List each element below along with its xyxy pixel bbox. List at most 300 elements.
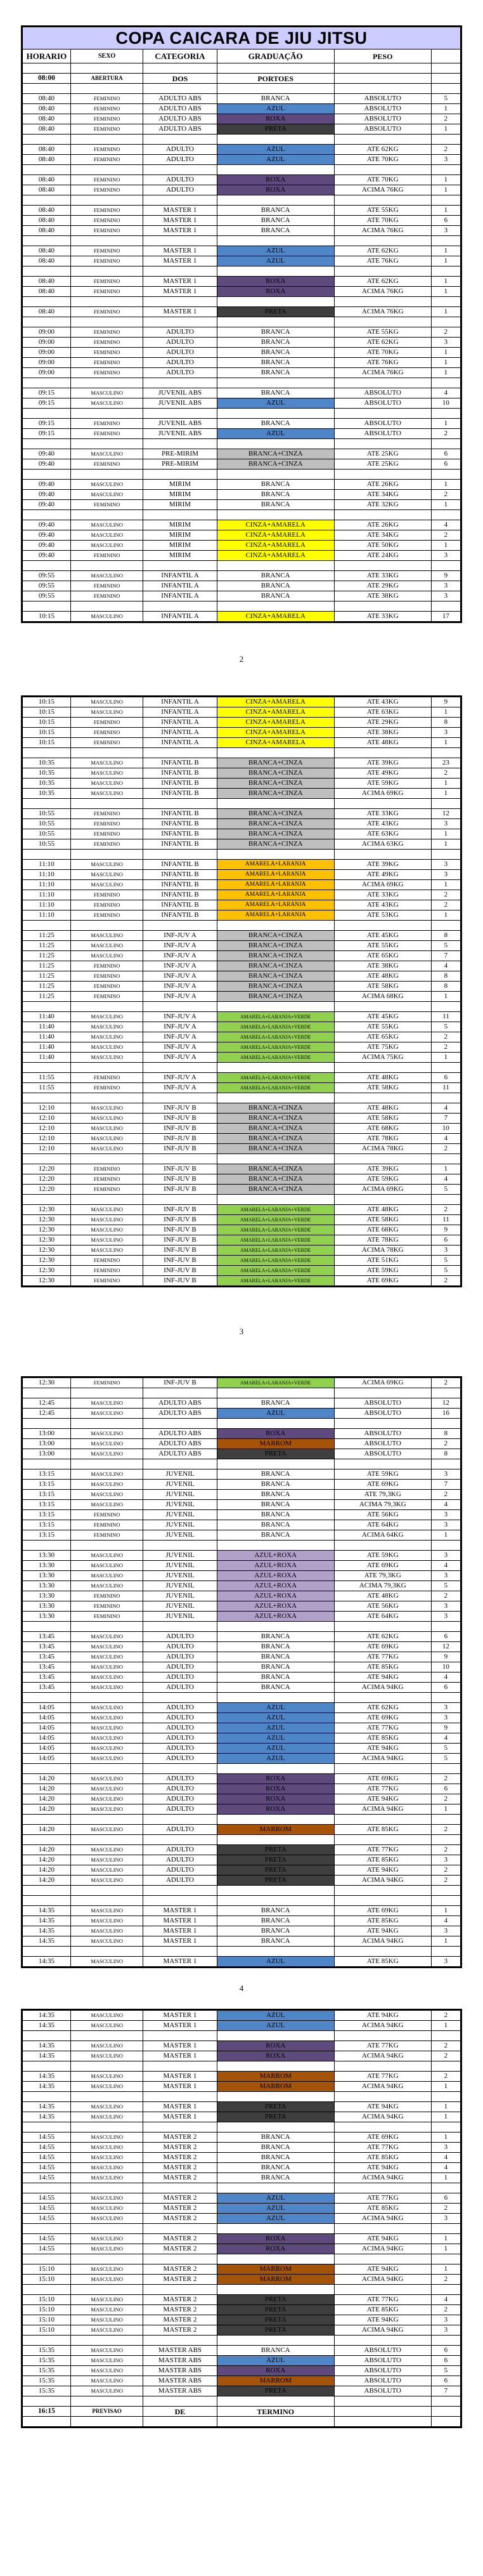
- cell-peso: ABSOLUTO: [334, 2386, 431, 2396]
- schedule-row: [22, 2204, 461, 2214]
- cell-peso: ATE 48KG: [334, 1073, 431, 1083]
- cell-n: 2: [431, 1591, 461, 1601]
- cell-n: [431, 1693, 461, 1703]
- cell-horario: 11:25: [22, 961, 71, 971]
- cell-peso: ATE 56KG: [334, 1510, 431, 1520]
- cell-sexo: MASCULINO: [70, 2275, 143, 2285]
- cell-sexo: FEMININO: [70, 1520, 143, 1530]
- schedule-row: [22, 1916, 461, 1926]
- cell-sexo: MASCULINO: [70, 1032, 143, 1042]
- cell-horario: 14:05: [22, 1723, 71, 1733]
- schedule-row: [22, 1144, 461, 1154]
- cell-n: [431, 84, 461, 94]
- empty-row: [22, 748, 461, 758]
- cell-categoria: INF-JUV B: [143, 1225, 217, 1235]
- cell-sexo: [70, 2183, 143, 2193]
- page-break: [0, 1287, 483, 1376]
- cell-sexo: PREVISAO: [70, 2407, 143, 2417]
- cell-peso: [334, 1541, 431, 1551]
- cell-graduacao: [217, 236, 334, 246]
- cell-sexo: FEMININO: [70, 1612, 143, 1622]
- cell-graduacao: PRETA: [217, 1876, 334, 1886]
- cell-peso: ATE 94KG: [334, 2010, 431, 2021]
- empty-row: [22, 1693, 461, 1703]
- cell-graduacao: [217, 1886, 334, 1896]
- cell-categoria: [143, 1063, 217, 1073]
- cell-graduacao: AZUL: [217, 1754, 334, 1764]
- cell-peso: ATE 59KG: [334, 779, 431, 789]
- cell-categoria: ADULTO ABS: [143, 104, 217, 114]
- cell-graduacao: BRANCA: [217, 216, 334, 226]
- cell-graduacao: BRANCA: [217, 1510, 334, 1520]
- cell-horario: 14:35: [22, 2021, 71, 2031]
- cell-sexo: MASCULINO: [70, 1876, 143, 1886]
- cell-graduacao: CINZA+AMARELA: [217, 612, 334, 622]
- cell-horario: 09:15: [22, 419, 71, 429]
- schedule-row: [22, 327, 461, 338]
- cell-graduacao: BRANCA+CINZA: [217, 1185, 334, 1195]
- cell-sexo: MASCULINO: [70, 1744, 143, 1754]
- cell-graduacao: [217, 1541, 334, 1551]
- cell-categoria: MIRIM: [143, 480, 217, 490]
- cell-horario: 15:35: [22, 2356, 71, 2366]
- cell-categoria: ADULTO: [143, 1876, 217, 1886]
- cell-horario: 11:40: [22, 1042, 71, 1053]
- page-number: 4: [239, 1983, 244, 1993]
- cell-n: 6: [431, 459, 461, 470]
- cell-categoria: ADULTO ABS: [143, 1398, 217, 1409]
- cell-categoria: JUVENIL ABS: [143, 388, 217, 398]
- cell-horario: [22, 297, 71, 307]
- cell-horario: 11:55: [22, 1083, 71, 1093]
- cell-categoria: MASTER 2: [143, 2163, 217, 2173]
- cell-sexo: MASCULINO: [70, 1398, 143, 1409]
- cell-n: 1: [431, 256, 461, 266]
- cell-horario: 09:55: [22, 591, 71, 601]
- cell-categoria: MASTER 2: [143, 2264, 217, 2275]
- schedule-row: [22, 1551, 461, 1561]
- cell-horario: 12:30: [22, 1235, 71, 1245]
- cell-horario: [22, 2061, 71, 2072]
- cell-n: 2: [431, 2072, 461, 2082]
- cell-peso: ATE 58KG: [334, 1083, 431, 1093]
- cell-peso: ATE 50KG: [334, 541, 431, 551]
- cell-categoria: INF-JUV B: [143, 1164, 217, 1174]
- cell-peso: [334, 2417, 431, 2428]
- cell-categoria: INF-JUV A: [143, 971, 217, 982]
- cell-peso: ATE 62KG: [334, 277, 431, 287]
- cell-n: 2: [431, 1042, 461, 1053]
- cell-n: [431, 2061, 461, 2072]
- cell-n: [431, 63, 461, 74]
- schedule-row: [22, 500, 461, 510]
- cell-categoria: MASTER 1: [143, 216, 217, 226]
- cell-graduacao: BRANCA+CINZA: [217, 768, 334, 779]
- cell-n: 1: [431, 839, 461, 850]
- cell-peso: ATE 94KG: [334, 1926, 431, 1936]
- cell-graduacao: BRANCA: [217, 1906, 334, 1916]
- schedule-row: [22, 459, 461, 470]
- cell-graduacao: BRANCA+CINZA: [217, 779, 334, 789]
- cell-peso: ATE 70KG: [334, 175, 431, 185]
- cell-horario: 08:40: [22, 287, 71, 297]
- cell-sexo: [70, 510, 143, 520]
- cell-n: 6: [431, 2356, 461, 2366]
- schedule-row: [22, 2173, 461, 2183]
- cell-peso: ATE 48KG: [334, 1591, 431, 1601]
- cell-sexo: MASCULINO: [70, 1409, 143, 1419]
- cell-graduacao: BRANCA: [217, 1490, 334, 1500]
- cell-sexo: MASCULINO: [70, 789, 143, 799]
- cell-n: [431, 165, 461, 175]
- cell-graduacao: [217, 317, 334, 327]
- cell-n: 2: [431, 1794, 461, 1804]
- cell-horario: 15:10: [22, 2264, 71, 2275]
- cell-peso: ATE 85KG: [334, 2305, 431, 2315]
- cell-peso: [334, 1815, 431, 1825]
- cell-graduacao: BRANCA+CINZA: [217, 982, 334, 992]
- schedule-row: [22, 870, 461, 880]
- cell-graduacao: [217, 1388, 334, 1398]
- cell-graduacao: [217, 1154, 334, 1164]
- schedule-row: [22, 1500, 461, 1510]
- cell-horario: 12:30: [22, 1225, 71, 1235]
- cell-peso: ATE 69KG: [334, 1774, 431, 1784]
- cell-n: 23: [431, 758, 461, 768]
- cell-graduacao: [217, 2396, 334, 2407]
- cell-graduacao: [217, 297, 334, 307]
- cell-n: 2: [431, 1876, 461, 1886]
- cell-graduacao: CINZA+AMARELA: [217, 530, 334, 541]
- cell-categoria: [143, 561, 217, 571]
- cell-n: 4: [431, 1916, 461, 1926]
- cell-categoria: INFANTIL B: [143, 789, 217, 799]
- cell-sexo: [70, 748, 143, 758]
- cell-peso: ATE 64KG: [334, 1612, 431, 1622]
- cell-peso: [334, 2031, 431, 2041]
- cell-horario: [22, 2224, 71, 2234]
- cell-n: 3: [431, 1510, 461, 1520]
- schedule-table-page-4: [21, 2009, 462, 2428]
- cell-sexo: FEMININO: [70, 246, 143, 256]
- cell-n: [431, 1622, 461, 1632]
- cell-peso: ACIMA 76KG: [334, 226, 431, 236]
- schedule-row: [22, 1042, 461, 1053]
- cell-peso: ATE 62KG: [334, 246, 431, 256]
- schedule-row: [22, 1652, 461, 1662]
- cell-sexo: MASCULINO: [70, 2325, 143, 2336]
- schedule-row: [22, 1703, 461, 1713]
- cell-graduacao: BRANCA+CINZA: [217, 941, 334, 951]
- cell-categoria: JUVENIL ABS: [143, 419, 217, 429]
- cell-n: [431, 2336, 461, 2346]
- cell-sexo: MASCULINO: [70, 1114, 143, 1124]
- cell-horario: 10:35: [22, 768, 71, 779]
- cell-n: 3: [431, 870, 461, 880]
- cell-sexo: FEMININO: [70, 287, 143, 297]
- cell-categoria: MASTER 1: [143, 1906, 217, 1916]
- cell-categoria: [143, 1093, 217, 1103]
- cell-horario: 13:30: [22, 1551, 71, 1561]
- empty-row: [22, 1764, 461, 1774]
- empty-row: [22, 2396, 461, 2407]
- cell-peso: [334, 2224, 431, 2234]
- cell-categoria: JUVENIL: [143, 1510, 217, 1520]
- cell-n: 1: [431, 910, 461, 921]
- cell-horario: 11:25: [22, 971, 71, 982]
- schedule-row: [22, 1632, 461, 1642]
- cell-peso: ATE 62KG: [334, 1632, 431, 1642]
- cell-categoria: DOS: [143, 74, 217, 84]
- cell-horario: 11:10: [22, 910, 71, 921]
- cell-graduacao: AMARELA+LARANJA+VERDE: [217, 1073, 334, 1083]
- schedule-row: [22, 2275, 461, 2285]
- cell-n: 1: [431, 992, 461, 1002]
- cell-n: 9: [431, 571, 461, 581]
- cell-horario: 16:15: [22, 2407, 71, 2417]
- cell-horario: 09:00: [22, 327, 71, 338]
- cell-peso: ATE 77KG: [334, 1845, 431, 1855]
- cell-n: 2: [431, 1490, 461, 1500]
- cell-n: 9: [431, 1652, 461, 1662]
- cell-n: [431, 601, 461, 612]
- cell-graduacao: MARROM: [217, 2264, 334, 2275]
- cell-horario: 14:20: [22, 1774, 71, 1784]
- cell-graduacao: ROXA: [217, 2366, 334, 2376]
- cell-n: [431, 236, 461, 246]
- cell-n: [431, 135, 461, 145]
- cell-n: [431, 1815, 461, 1825]
- cell-horario: [22, 1388, 71, 1398]
- cell-n: 12: [431, 809, 461, 819]
- cell-n: 12: [431, 1642, 461, 1652]
- cell-graduacao: PRETA: [217, 1865, 334, 1876]
- cell-sexo: MASCULINO: [70, 860, 143, 870]
- cell-n: 5: [431, 1754, 461, 1764]
- empty-row: [22, 1622, 461, 1632]
- cell-horario: 13:45: [22, 1672, 71, 1683]
- cell-graduacao: PRETA: [217, 2325, 334, 2336]
- cell-peso: ATE 25KG: [334, 449, 431, 459]
- cell-graduacao: PRETA: [217, 2112, 334, 2122]
- cell-peso: ATE 65KG: [334, 951, 431, 961]
- empty-row: [22, 1459, 461, 1469]
- cell-graduacao: AMARELA+LARANJA+VERDE: [217, 1022, 334, 1032]
- cell-n: 2: [431, 768, 461, 779]
- cell-horario: 09:15: [22, 388, 71, 398]
- cell-graduacao: AZUL+ROXA: [217, 1571, 334, 1581]
- cell-categoria: INF-JUV B: [143, 1134, 217, 1144]
- cell-horario: 10:15: [22, 612, 71, 622]
- cell-graduacao: BRANCA: [217, 2143, 334, 2153]
- schedule-row: [22, 1520, 461, 1530]
- cell-sexo: ABERTURA: [70, 74, 143, 84]
- cell-n: 4: [431, 2153, 461, 2163]
- schedule-row: [22, 2021, 461, 2031]
- cell-sexo: MASCULINO: [70, 2376, 143, 2386]
- cell-peso: [334, 2407, 431, 2417]
- schedule-row: [22, 2041, 461, 2051]
- cell-n: 3: [431, 1703, 461, 1713]
- cell-n: 11: [431, 1012, 461, 1022]
- cell-peso: ATE 43KG: [334, 819, 431, 829]
- cell-graduacao: PRETA: [217, 124, 334, 135]
- cell-categoria: ADULTO ABS: [143, 1409, 217, 1419]
- cell-graduacao: [217, 84, 334, 94]
- cell-sexo: [70, 1815, 143, 1825]
- cell-horario: 14:35: [22, 2102, 71, 2112]
- cell-n: 6: [431, 1784, 461, 1794]
- cell-n: 2: [431, 114, 461, 124]
- cell-sexo: MASCULINO: [70, 2051, 143, 2061]
- cell-categoria: ADULTO: [143, 155, 217, 165]
- cell-graduacao: AMARELA+LARANJA+VERDE: [217, 1266, 334, 1276]
- schedule-row: [22, 216, 461, 226]
- cell-n: [431, 409, 461, 419]
- cell-categoria: [143, 1815, 217, 1825]
- cell-sexo: MASCULINO: [70, 941, 143, 951]
- cell-sexo: FEMININO: [70, 591, 143, 601]
- cell-sexo: MASCULINO: [70, 1551, 143, 1561]
- cell-sexo: [70, 266, 143, 277]
- schedule-row: [22, 1073, 461, 1083]
- cell-categoria: ADULTO: [143, 327, 217, 338]
- cell-n: 9: [431, 697, 461, 707]
- cell-horario: 11:25: [22, 992, 71, 1002]
- cell-horario: 11:40: [22, 1053, 71, 1063]
- cell-graduacao: [217, 799, 334, 809]
- cell-horario: 14:35: [22, 2041, 71, 2051]
- schedule-row: [22, 429, 461, 439]
- cell-n: [431, 1154, 461, 1164]
- cell-peso: [334, 378, 431, 388]
- cell-n: 1: [431, 2264, 461, 2275]
- cell-categoria: MIRIM: [143, 541, 217, 551]
- cell-sexo: MASCULINO: [70, 2295, 143, 2305]
- cell-peso: ATE 76KG: [334, 358, 431, 368]
- cell-sexo: FEMININO: [70, 429, 143, 439]
- cell-sexo: FEMININO: [70, 94, 143, 104]
- cell-sexo: MASCULINO: [70, 2244, 143, 2254]
- cell-graduacao: AMARELA+LARANJA: [217, 870, 334, 880]
- schedule-row: [22, 206, 461, 216]
- cell-peso: [334, 1419, 431, 1429]
- cell-categoria: INF-JUV A: [143, 1083, 217, 1093]
- cell-graduacao: [217, 195, 334, 206]
- cell-graduacao: BRANCA: [217, 500, 334, 510]
- cell-n: [431, 850, 461, 860]
- cell-categoria: INFANTIL B: [143, 870, 217, 880]
- cell-peso: ATE 55KG: [334, 941, 431, 951]
- cell-peso: ATE 85KG: [334, 2204, 431, 2214]
- cell-graduacao: BRANCA: [217, 1632, 334, 1642]
- cell-graduacao: CINZA+AMARELA: [217, 707, 334, 718]
- schedule-row: [22, 419, 461, 429]
- cell-categoria: [143, 921, 217, 931]
- cell-horario: 13:00: [22, 1429, 71, 1439]
- cell-peso: ATE 38KG: [334, 961, 431, 971]
- cell-categoria: PRE-MIRIM: [143, 459, 217, 470]
- schedule-row: [22, 1266, 461, 1276]
- cell-categoria: ADULTO: [143, 358, 217, 368]
- cell-horario: 14:55: [22, 2143, 71, 2153]
- schedule-row: [22, 287, 461, 297]
- cell-categoria: MASTER 1: [143, 2112, 217, 2122]
- cell-horario: 14:55: [22, 2153, 71, 2163]
- cell-categoria: ADULTO: [143, 1672, 217, 1683]
- cell-categoria: [143, 510, 217, 520]
- cell-graduacao: [217, 2183, 334, 2193]
- cell-categoria: MIRIM: [143, 530, 217, 541]
- cell-sexo: FEMININO: [70, 500, 143, 510]
- cell-horario: 11:25: [22, 941, 71, 951]
- cell-sexo: FEMININO: [70, 155, 143, 165]
- empty-row: [22, 135, 461, 145]
- cell-n: [431, 2092, 461, 2102]
- cell-sexo: FEMININO: [70, 890, 143, 900]
- cell-peso: ATE 70KG: [334, 348, 431, 358]
- cell-categoria: INFANTIL A: [143, 738, 217, 748]
- cell-peso: ATE 38KG: [334, 591, 431, 601]
- cell-n: 1: [431, 2244, 461, 2254]
- cell-peso: ATE 32KG: [334, 500, 431, 510]
- cell-horario: 13:30: [22, 1591, 71, 1601]
- cell-peso: ACIMA 63KG: [334, 839, 431, 850]
- cell-categoria: ADULTO: [143, 1683, 217, 1693]
- cell-graduacao: PRETA: [217, 2386, 334, 2396]
- cell-n: 1: [431, 2082, 461, 2092]
- cell-peso: ATE 48KG: [334, 1103, 431, 1114]
- cell-n: 1: [431, 206, 461, 216]
- cell-graduacao: AZUL+ROXA: [217, 1612, 334, 1622]
- cell-categoria: ADULTO: [143, 175, 217, 185]
- cell-graduacao: BRANCA+CINZA: [217, 961, 334, 971]
- cell-n: 1: [431, 1936, 461, 1947]
- cell-peso: ATE 69KG: [334, 1713, 431, 1723]
- cell-categoria: [143, 297, 217, 307]
- schedule-row: [22, 2010, 461, 2021]
- cell-horario: [22, 1835, 71, 1845]
- empty-row: [22, 236, 461, 246]
- cell-horario: [22, 378, 71, 388]
- schedule-row: [22, 2132, 461, 2143]
- schedule-row: [22, 1032, 461, 1042]
- column-header-horario: HORARIO: [22, 49, 71, 63]
- empty-row: [22, 297, 461, 307]
- cell-peso: [334, 1459, 431, 1469]
- cell-categoria: MASTER 1: [143, 1916, 217, 1926]
- schedule-row: [22, 1480, 461, 1490]
- cell-graduacao: [217, 2336, 334, 2346]
- cell-horario: 08:40: [22, 246, 71, 256]
- cell-sexo: FEMININO: [70, 1073, 143, 1083]
- cell-n: [431, 2396, 461, 2407]
- cell-sexo: [70, 317, 143, 327]
- cell-categoria: INF-JUV A: [143, 941, 217, 951]
- cell-categoria: [143, 748, 217, 758]
- cell-n: [431, 561, 461, 571]
- cell-n: [431, 1002, 461, 1012]
- event-title: COPA CAICARA DE JIU JITSU: [22, 27, 461, 49]
- cell-categoria: MASTER 2: [143, 2193, 217, 2204]
- cell-sexo: FEMININO: [70, 459, 143, 470]
- cell-peso: [334, 1886, 431, 1896]
- cell-horario: 09:40: [22, 500, 71, 510]
- schedule-row: [22, 2366, 461, 2376]
- cell-categoria: [143, 2224, 217, 2234]
- cell-categoria: ADULTO: [143, 1723, 217, 1733]
- cell-categoria: JUVENIL: [143, 1551, 217, 1561]
